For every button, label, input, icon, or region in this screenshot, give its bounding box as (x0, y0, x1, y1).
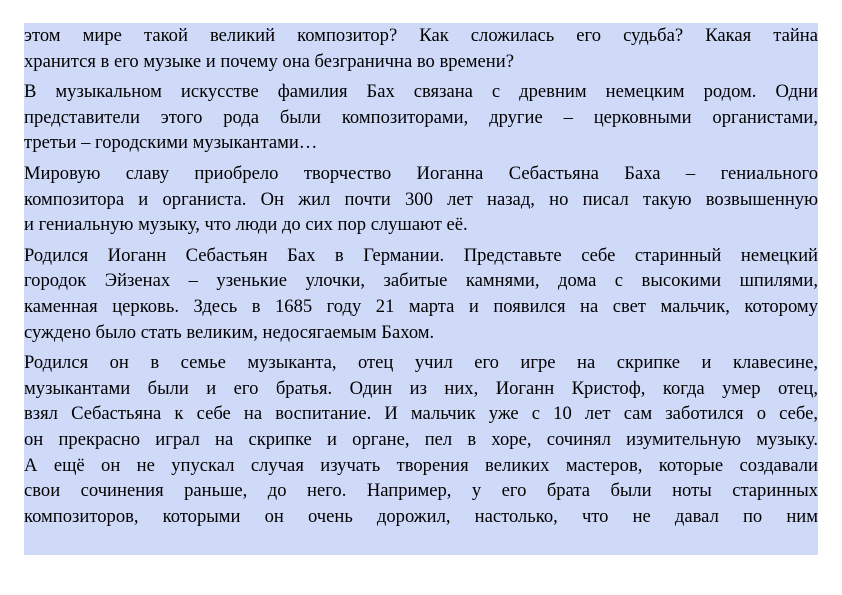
text-line: и гениальную музыку, что люди до сих пор слушают её. (24, 214, 468, 236)
text-line: взял Себастьяна к себе на воспитание. И мальчик уже с 10 лет сам заботился о себе, (24, 403, 818, 425)
paragraph-5 (24, 350, 818, 529)
text-line: третьи – городскими музыкантами… (24, 132, 318, 154)
paragraph-4 (24, 243, 818, 345)
text-line: композиторов, которыми он очень дорожил, настолько, что не давал по ним (24, 505, 818, 527)
text-line: Родился он в семье музыканта, отец учил его игре на скрипке и клавесине, (24, 352, 818, 374)
paragraph-1 (24, 23, 818, 74)
text-line: В музыкальном искусстве фамилия Бах связана с древним немецким родом. Одни (24, 81, 818, 103)
text-line: суждено было стать великим, недосягаемым Бахом. (24, 321, 435, 343)
paragraph-3 (24, 161, 818, 238)
text-block (24, 23, 818, 555)
text-line: А ещё он не упускал случая изучать творения великих мастеров, которые создавали (24, 454, 818, 476)
text-line: он прекрасно играл на скрипке и органе, пел в хоре, сочинял изумительную музыку. (24, 428, 818, 450)
text-line: каменная церковь. Здесь в 1685 году 21 марта и появился на свет мальчик, которому (24, 295, 818, 317)
text-line: представители этого рода были композиторами, другие – церковными органистами, (24, 106, 818, 128)
text-line: этом мире такой великий композитор? Как сложилась его судьба? Какая тайна (24, 25, 818, 46)
text-line: музыкантами были и его братья. Один из них, Иоганн Кристоф, когда умер отец, (24, 377, 818, 399)
text-line: свои сочинения раньше, до него. Например, у его брата были ноты старинных (24, 480, 818, 502)
text-line: хранится в его музыке и почему она безгранична во времени? (24, 50, 514, 72)
paragraph-2 (24, 79, 818, 156)
text-line: композитора и органиста. Он жил почти 300 лет назад, но писал такую возвышенную (24, 188, 818, 210)
text-line: городок Эйзенах – узенькие улочки, забитые камнями, дома с высокими шпилями, (24, 270, 818, 292)
text-line: Родился Иоганн Себастьян Бах в Германии. Представьте себе старинный немецкий (24, 244, 818, 266)
text-line: Мировую славу приобрело творчество Иоганна Себастьяна Баха – гениального (24, 162, 818, 184)
